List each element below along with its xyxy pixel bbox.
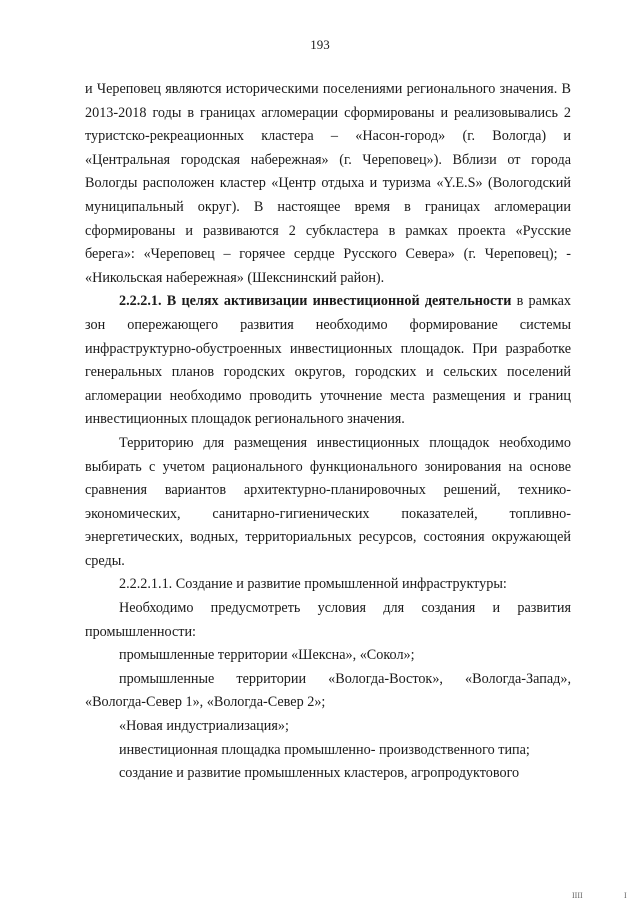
list-item: промышленные территории «Вологда-Восток», «Вологда-Запад», «Вологда-Север 1», «Вологда-Север 2»;: [85, 670, 571, 711]
edge-mark: I: [624, 891, 627, 900]
document-body: [85, 78, 571, 786]
list-item: «Новая индустриализация»;: [119, 718, 289, 735]
footer-mark: IIII: [572, 891, 583, 900]
list-item: создание и развитие промышленных кластеров, агропродуктового: [119, 765, 520, 782]
list-item: промышленные территории «Шексна», «Сокол»;: [119, 647, 415, 664]
paragraph: Необходимо предусмотреть условия для создания и развития промышленности:: [85, 600, 571, 640]
paragraph-text: в рамках зон опережающего развития необходимо формирование системы инфраструктурно-обустроенных инвестиционных площадок. При разработке генеральных планов городских округов, городских и сельских поселений агломерации необходимо проводить уточнение места размещения и границ инвестиционных площадок регионального значения.: [85, 293, 571, 428]
paragraph: и Череповец являются историческими поселениями регионального значения. В 2013-2018 годы в границах агломерации сформированы и реализовывались 2 туристско-рекреационных кластера – «Насон-город» (г. Вологда) и «Центральная городская набережная» (г. Череповец»). Вблизи от города Вологды расположен кластер «Центр отдыха и туризма «Y.E.S» (Вологодский муниципальный округ). В настоящее время в границах агломерации сформированы и развиваются 2 субкластера в рамках проекта «Русские берега»: «Череповец – горячее сердце Русского Севера» (г. Череповец); - «Никольская набережная» (Шекснинский район).: [85, 81, 571, 286]
section-heading: 2.2.2.1. В целях активизации инвестиционной деятельности: [119, 293, 512, 310]
subsection-heading: 2.2.2.1.1. Создание и развитие промышленной инфраструктуры:: [119, 576, 507, 593]
page-number: 193: [310, 37, 330, 52]
paragraph: Территорию для размещения инвестиционных площадок необходимо выбирать с учетом рационального функционального зонирования на основе сравнения вариантов архитектурно-планировочных решений, технико-экономических, санитарно-гигиенических показателей, топливно-энергетических, водных, территориальных ресурсов, состояния окружающей среды.: [85, 434, 571, 569]
list-item: инвестиционная площадка промышленно- производственного типа;: [119, 741, 530, 758]
paragraph-2-2-2-1: [85, 290, 571, 432]
